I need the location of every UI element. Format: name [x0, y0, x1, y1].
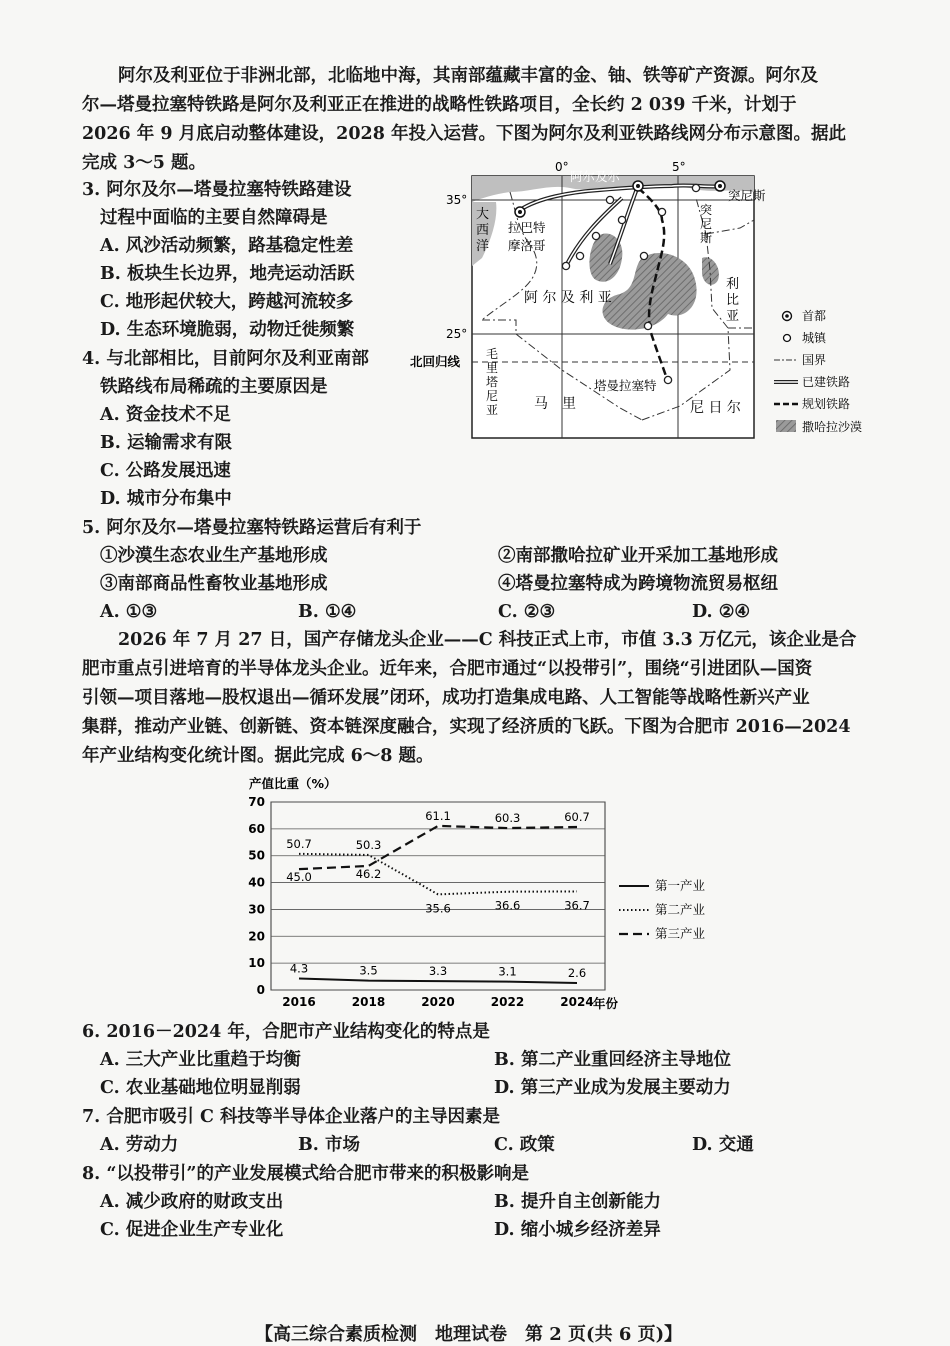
- data-label: 3.5: [359, 963, 378, 978]
- y-tick-label: 20: [248, 929, 265, 944]
- q6-option-b[interactable]: B. 第二产业重回经济主导地位: [494, 1050, 731, 1070]
- y-tick-label: 10: [248, 956, 265, 971]
- q5-statement-4: ④塔曼拉塞特成为跨境物流贸易枢纽: [498, 574, 778, 594]
- ocean-label-char: 洋: [476, 239, 490, 254]
- plot-area: [271, 802, 605, 990]
- country-label-mauritania: 里: [486, 361, 499, 375]
- series-line-1: [299, 978, 577, 983]
- q4-option-d[interactable]: D. 城市分布集中: [100, 489, 232, 509]
- x-tick-label: 2018: [351, 995, 386, 1009]
- series-line-3: [299, 826, 577, 869]
- data-label: 3.1: [498, 964, 517, 979]
- city-label-tamanrasset: 塔曼拉塞特: [594, 378, 657, 393]
- legend-label-capital: 首都: [802, 309, 827, 323]
- map-legend: [774, 308, 862, 434]
- q8-option-d[interactable]: D. 缩小城乡经济差异: [494, 1220, 661, 1240]
- q4-stem-line1: 4. 与北部相比，目前阿尔及利亚南部: [82, 349, 369, 369]
- q8-stem: 8. “以投带引”的产业发展模式给合肥市带来的积极影响是: [82, 1164, 529, 1184]
- legend-label-town: 城镇: [802, 331, 827, 345]
- x-tick-label: 2016: [282, 995, 316, 1009]
- legend-label-planned-railway: 规划铁路: [802, 397, 851, 411]
- q5-option-b[interactable]: B. ①④: [298, 602, 357, 622]
- legend-label-existing-railway: 已建铁路: [802, 375, 851, 389]
- legend-label: 第三产业: [655, 926, 706, 941]
- intro1-line: 完成 3～5 题。: [82, 153, 207, 173]
- algeria-railway-map: [410, 158, 875, 443]
- q3-option-d[interactable]: D. 生态环境脆弱，动物迁徙频繁: [100, 320, 355, 340]
- ocean-label-char: 西: [476, 223, 490, 238]
- lon-label-5: 5°: [672, 160, 686, 174]
- q6-option-d[interactable]: D. 第三产业成为发展主要动力: [494, 1078, 731, 1098]
- country-label-niger: 尼 日 尔: [690, 400, 741, 416]
- q6-stem: 6. 2016－2024 年，合肥市产业结构变化的特点是: [82, 1022, 490, 1042]
- x-tick-label: 2022: [490, 995, 525, 1009]
- data-label: 36.6: [494, 898, 521, 913]
- country-label-mauritania: 塔: [486, 375, 499, 389]
- y-tick-label: 40: [248, 875, 265, 890]
- country-label-libya: 亚: [726, 309, 740, 324]
- chart-xlabel: 年份: [593, 996, 619, 1011]
- country-label-tunisia: 尼: [700, 217, 713, 231]
- q5-option-d[interactable]: D. ②④: [692, 602, 751, 622]
- data-label: 50.3: [355, 837, 382, 852]
- data-label: 50.7: [286, 836, 312, 851]
- q8-option-c[interactable]: C. 促进企业生产专业化: [100, 1220, 284, 1240]
- data-label: 36.7: [564, 898, 590, 913]
- country-label-mauritania: 亚: [486, 403, 499, 417]
- country-label-libya: 利: [726, 277, 740, 292]
- q3-option-b[interactable]: B. 板块生长边界，地壳运动活跃: [100, 264, 355, 284]
- industry-structure-chart: [225, 770, 745, 1018]
- intro2-line: 年产业结构变化统计图。据此完成 6～8 题。: [82, 746, 434, 766]
- q8-option-b[interactable]: B. 提升自主创新能力: [494, 1192, 661, 1212]
- series-line-2: [299, 854, 577, 895]
- city-label-algiers: 阿尔及尔: [570, 169, 621, 184]
- q8-option-a[interactable]: A. 减少政府的财政支出: [100, 1192, 284, 1212]
- data-label: 4.3: [289, 961, 309, 976]
- country-label-tunisia: 突: [700, 203, 713, 217]
- intro1-line: 尔—塔曼拉塞特铁路是阿尔及利亚正在推进的战略性铁路项目，全长约 2 039 千米，计划于: [82, 95, 797, 115]
- q6-option-a[interactable]: A. 三大产业比重趋于均衡: [100, 1050, 301, 1070]
- data-label: 46.2: [355, 866, 382, 881]
- q4-option-c[interactable]: C. 公路发展迅速: [100, 461, 231, 481]
- country-label-mauritania: 毛: [486, 347, 499, 361]
- country-label-mali: 马 里: [534, 396, 576, 412]
- intro2-line: 肥市重点引进培育的半导体龙头企业。近年来，合肥市通过“以投带引”，围绕“引进团队—国资: [82, 659, 813, 679]
- y-tick-label: 60: [248, 821, 265, 836]
- q5-statement-3: ③南部商品性畜牧业基地形成: [100, 574, 328, 594]
- country-label-mauritania: 尼: [486, 389, 499, 403]
- q4-option-b[interactable]: B. 运输需求有限: [100, 433, 232, 453]
- y-tick-label: 0: [256, 983, 265, 997]
- city-label-rabat: 拉巴特: [508, 220, 546, 235]
- intro2-line: 引领—项目落地—股权退出—循环发展”闭环，成功打造集成电路、人工智能等战略性新兴产业: [82, 688, 810, 708]
- page-footer: 【高三综合素质检测 地理试卷 第 2 页(共 6 页)】: [255, 1324, 683, 1345]
- x-tick-label: 2020: [421, 995, 455, 1009]
- city-label-tunis: 突尼斯: [728, 188, 766, 203]
- legend-label: 第二产业: [655, 902, 706, 917]
- data-label: 35.6: [425, 901, 451, 916]
- q4-option-a[interactable]: A. 资金技术不足: [100, 405, 231, 425]
- intro2-line: 集群，推动产业链、创新链、资本链深度融合，实现了经济质的飞跃。下图为合肥市 2016—2024: [82, 717, 851, 737]
- q5-option-a[interactable]: A. ①③: [100, 602, 158, 622]
- legend-label: 第一产业: [655, 878, 706, 893]
- q6-option-c[interactable]: C. 农业基础地位明显削弱: [100, 1078, 301, 1098]
- data-label: 45.0: [286, 870, 312, 885]
- x-tick-label: 2024: [560, 995, 594, 1009]
- country-label-morocco: 摩洛哥: [508, 238, 546, 253]
- q5-statement-2: ②南部撒哈拉矿业开采加工基地形成: [498, 546, 778, 566]
- q3-option-c[interactable]: C. 地形起伏较大，跨越河流较多: [100, 292, 354, 312]
- intro2-line: 2026 年 7 月 27 日，国产存储龙头企业——C 科技正式上市，市值 3.3 万亿元，该企业是合: [118, 630, 857, 650]
- intro1-line: 2026 年 9 月底启动整体建设，2028 年投入运营。下图为阿尔及利亚铁路线网分布示意图。据此: [82, 124, 846, 144]
- intro-paragraph-2: [82, 626, 872, 771]
- q3-stem-line1: 3. 阿尔及尔—塔曼拉塞特铁路建设: [82, 180, 352, 200]
- lon-label-0: 0°: [555, 160, 569, 174]
- chart-ylabel: 产值比重（%）: [249, 776, 337, 791]
- data-label: 3.3: [428, 964, 448, 979]
- lat-label-25: 25°: [446, 327, 468, 341]
- ocean-label-char: 大: [476, 207, 490, 222]
- q7-option-a[interactable]: A. 劳动力: [100, 1135, 179, 1155]
- q5-option-c[interactable]: C. ②③: [498, 602, 556, 622]
- q5-statement-1: ①沙漠生态农业生产基地形成: [100, 546, 328, 566]
- q5-stem: 5. 阿尔及尔—塔曼拉塞特铁路运营后有利于: [82, 518, 422, 538]
- legend-label-border: 国界: [802, 353, 827, 367]
- q7-option-c[interactable]: C. 政策: [494, 1135, 555, 1155]
- intro1-line: 阿尔及利亚位于非洲北部，北临地中海，其南部蕴藏丰富的金、铀、铁等矿产资源。阿尔及: [118, 66, 818, 86]
- q4-stem-line2: 铁路线布局稀疏的主要原因是: [100, 377, 328, 397]
- q7-option-d[interactable]: D. 交通: [692, 1135, 754, 1155]
- y-tick-label: 70: [248, 795, 265, 809]
- tropic-label: 北回归线: [410, 354, 461, 369]
- country-label-algeria: 阿 尔 及 利 亚: [524, 290, 612, 306]
- data-label: 60.7: [564, 809, 590, 824]
- q3-stem-line2: 过程中面临的主要自然障碍是: [100, 208, 328, 228]
- q7-option-b[interactable]: B. 市场: [298, 1135, 360, 1155]
- data-label: 2.6: [567, 966, 587, 981]
- country-label-libya: 比: [726, 293, 740, 308]
- lat-label-35: 35°: [446, 193, 468, 207]
- data-label: 61.1: [425, 808, 451, 823]
- q7-stem: 7. 合肥市吸引 C 科技等半导体企业落户的主导因素是: [82, 1107, 500, 1127]
- y-tick-label: 30: [248, 902, 265, 917]
- legend-label-desert: 撒哈拉沙漠: [802, 420, 863, 434]
- country-label-tunisia: 斯: [700, 231, 713, 245]
- q3-option-a[interactable]: A. 风沙活动频繁，路基稳定性差: [100, 236, 354, 256]
- data-label: 60.3: [494, 811, 521, 826]
- y-tick-label: 50: [248, 848, 265, 863]
